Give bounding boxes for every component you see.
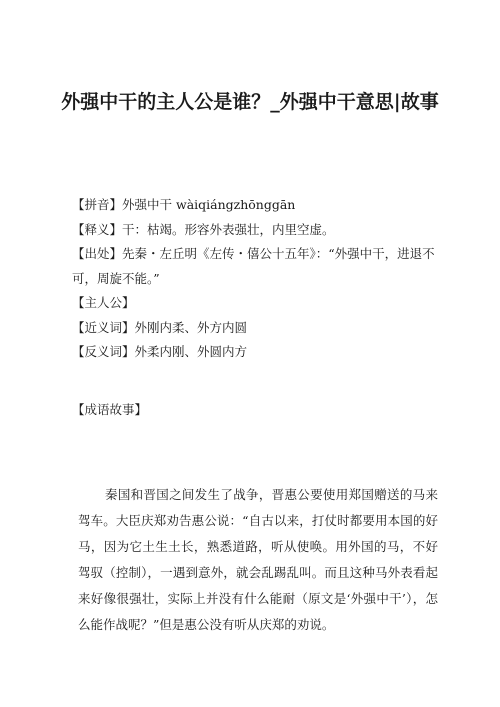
entry-text: 先秦・左丘明《左传・僖公十五年》：“外强中干，进退不可，周旋不能。”	[72, 246, 435, 286]
entry-tag: 【近义词】	[72, 319, 135, 335]
entry-text: 外柔内刚、外圆内方	[134, 344, 248, 359]
entry-tag: 【释义】	[72, 221, 123, 237]
entry-text: 外强中干 wàiqiángzhōnggān	[122, 197, 296, 212]
entry-tag: 【主人公】	[72, 295, 135, 310]
entry-tag: 【出处】	[72, 246, 123, 261]
story-heading: 【成语故事】	[72, 402, 148, 417]
entry-text: 外刚内柔、外方内圆	[134, 319, 248, 335]
entry-tag: 【反义词】	[72, 344, 135, 359]
entry-definition	[72, 218, 442, 243]
entry-pinyin	[72, 193, 442, 218]
entry-synonyms	[72, 316, 442, 341]
entry-source	[72, 242, 442, 291]
page-title: 外强中干的主人公是谁？_外强中干意思|故事	[61, 91, 439, 113]
story-paragraph: 秦国和晋国之间发生了战争，晋惠公要使用郑国赠送的马来驾车。大臣庆郑劝告惠公说：“自古以来，打仗时都要用本国的好马，因为它土生土长，熟悉道路，听从使唤。用外国的马，不好驾驭（控制），一遇到意外，就会乱踢乱叫。而且这种马外表看起来好像很强壮，实际上并没有什么能耐（原文是‘外强中干’），怎么能作战呢？”但是惠公没有听从庆郑的劝说。	[78, 487, 438, 632]
idiom-entries	[72, 193, 442, 365]
entry-protagonist	[72, 291, 442, 316]
entry-antonyms	[72, 340, 442, 365]
entry-tag: 【拼音】	[72, 197, 123, 212]
entry-text: 干：枯竭。形容外表强壮，内里空虚。	[122, 221, 335, 237]
